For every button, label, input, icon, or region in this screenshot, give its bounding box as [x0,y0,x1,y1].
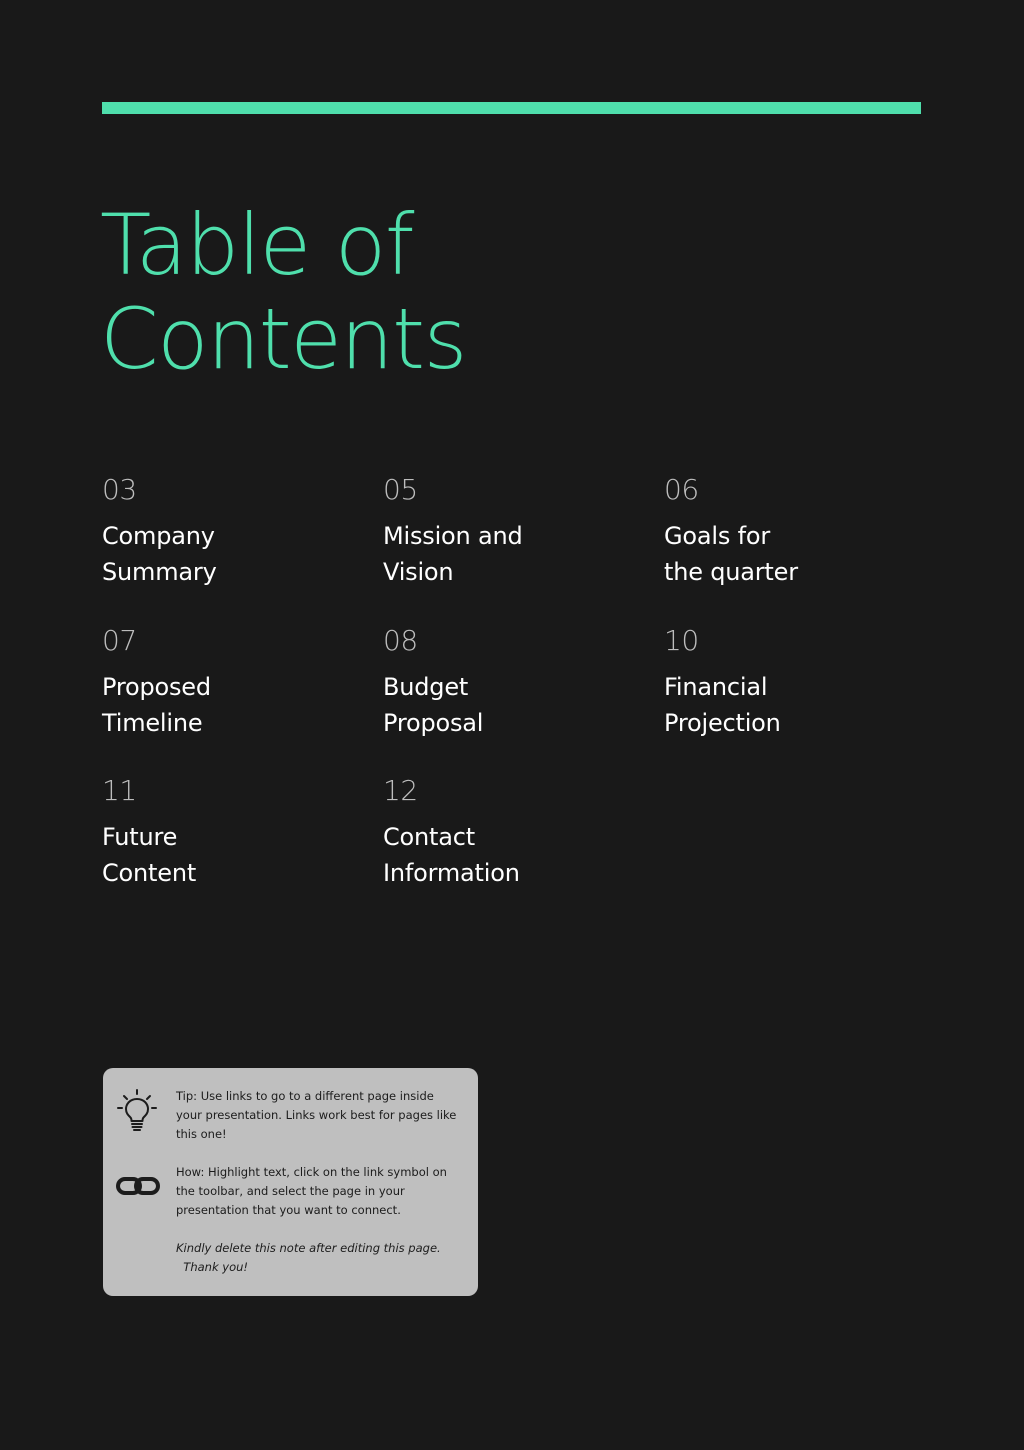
lightbulb-icon [115,1088,159,1136]
toc-label-line: Financial [664,673,768,701]
toc-page-number: 06 [664,473,699,506]
toc-label-line: Proposed [102,673,211,701]
closing-note-text [176,1239,466,1277]
toc-page-number: 12 [383,774,418,807]
toc-page-number: 03 [102,473,137,506]
page-title-line: Contents [100,290,466,388]
toc-label [102,819,362,891]
toc-item-mission-and-vision[interactable] [383,474,643,590]
toc-label-line: Goals for [664,522,770,550]
how-to-text-line: How: Highlight text, click on the link symbol on [176,1165,447,1179]
toc-label [664,669,924,741]
closing-note-line: Thank you! [176,1260,249,1274]
toc-item-goals-for-the-quarter[interactable] [664,474,924,590]
toc-item-future-content[interactable] [102,775,362,891]
toc-label-line: Summary [102,558,217,586]
how-to-text-line: presentation that you want to connect. [176,1203,401,1217]
toc-label-line: Mission and [383,522,523,550]
toc-item-contact-information[interactable] [383,775,643,891]
toc-label [102,669,362,741]
toc-item-financial-projection[interactable] [664,625,924,741]
how-to-text-line: the toolbar, and select the page in your [176,1184,405,1198]
toc-label-line: the quarter [664,558,798,586]
toc-label-line: Timeline [102,709,203,737]
toc-label-line: Company [102,522,215,550]
page-title [100,198,466,386]
toc-label-line: Content [102,859,197,887]
toc-label [383,669,643,741]
toc-label [102,518,362,590]
toc-item-budget-proposal[interactable] [383,625,643,741]
toc-page-number: 07 [102,624,137,657]
toc-label-line: Projection [664,709,781,737]
tip-text-line: your presentation. Links work best for pages like [176,1108,457,1122]
page-title-line: Table of [100,196,413,294]
toc-item-company-summary[interactable] [102,474,362,590]
tip-text-line: this one! [176,1127,227,1141]
toc-label [664,518,924,590]
toc-label-line: Future [102,823,178,851]
closing-note-line: Kindly delete this note after editing this page. [176,1241,441,1255]
toc-label-line: Budget [383,673,469,701]
how-to-text [176,1163,466,1220]
toc-label [383,819,643,891]
top-accent-rule [102,102,921,114]
toc-label-line: Vision [383,558,454,586]
toc-page-number: 10 [664,624,699,657]
toc-item-proposed-timeline[interactable] [102,625,362,741]
toc-page-number: 05 [383,473,418,506]
tip-note-card [103,1068,478,1296]
tip-text [176,1087,466,1144]
toc-label-line: Proposal [383,709,484,737]
toc-page-number: 08 [383,624,418,657]
toc-label [383,518,643,590]
link-icon [115,1176,161,1200]
toc-page-number: 11 [102,774,137,807]
toc-label-line: Contact [383,823,475,851]
toc-label-line: Information [383,859,520,887]
tip-text-line: Tip: Use links to go to a different page inside [176,1089,434,1103]
